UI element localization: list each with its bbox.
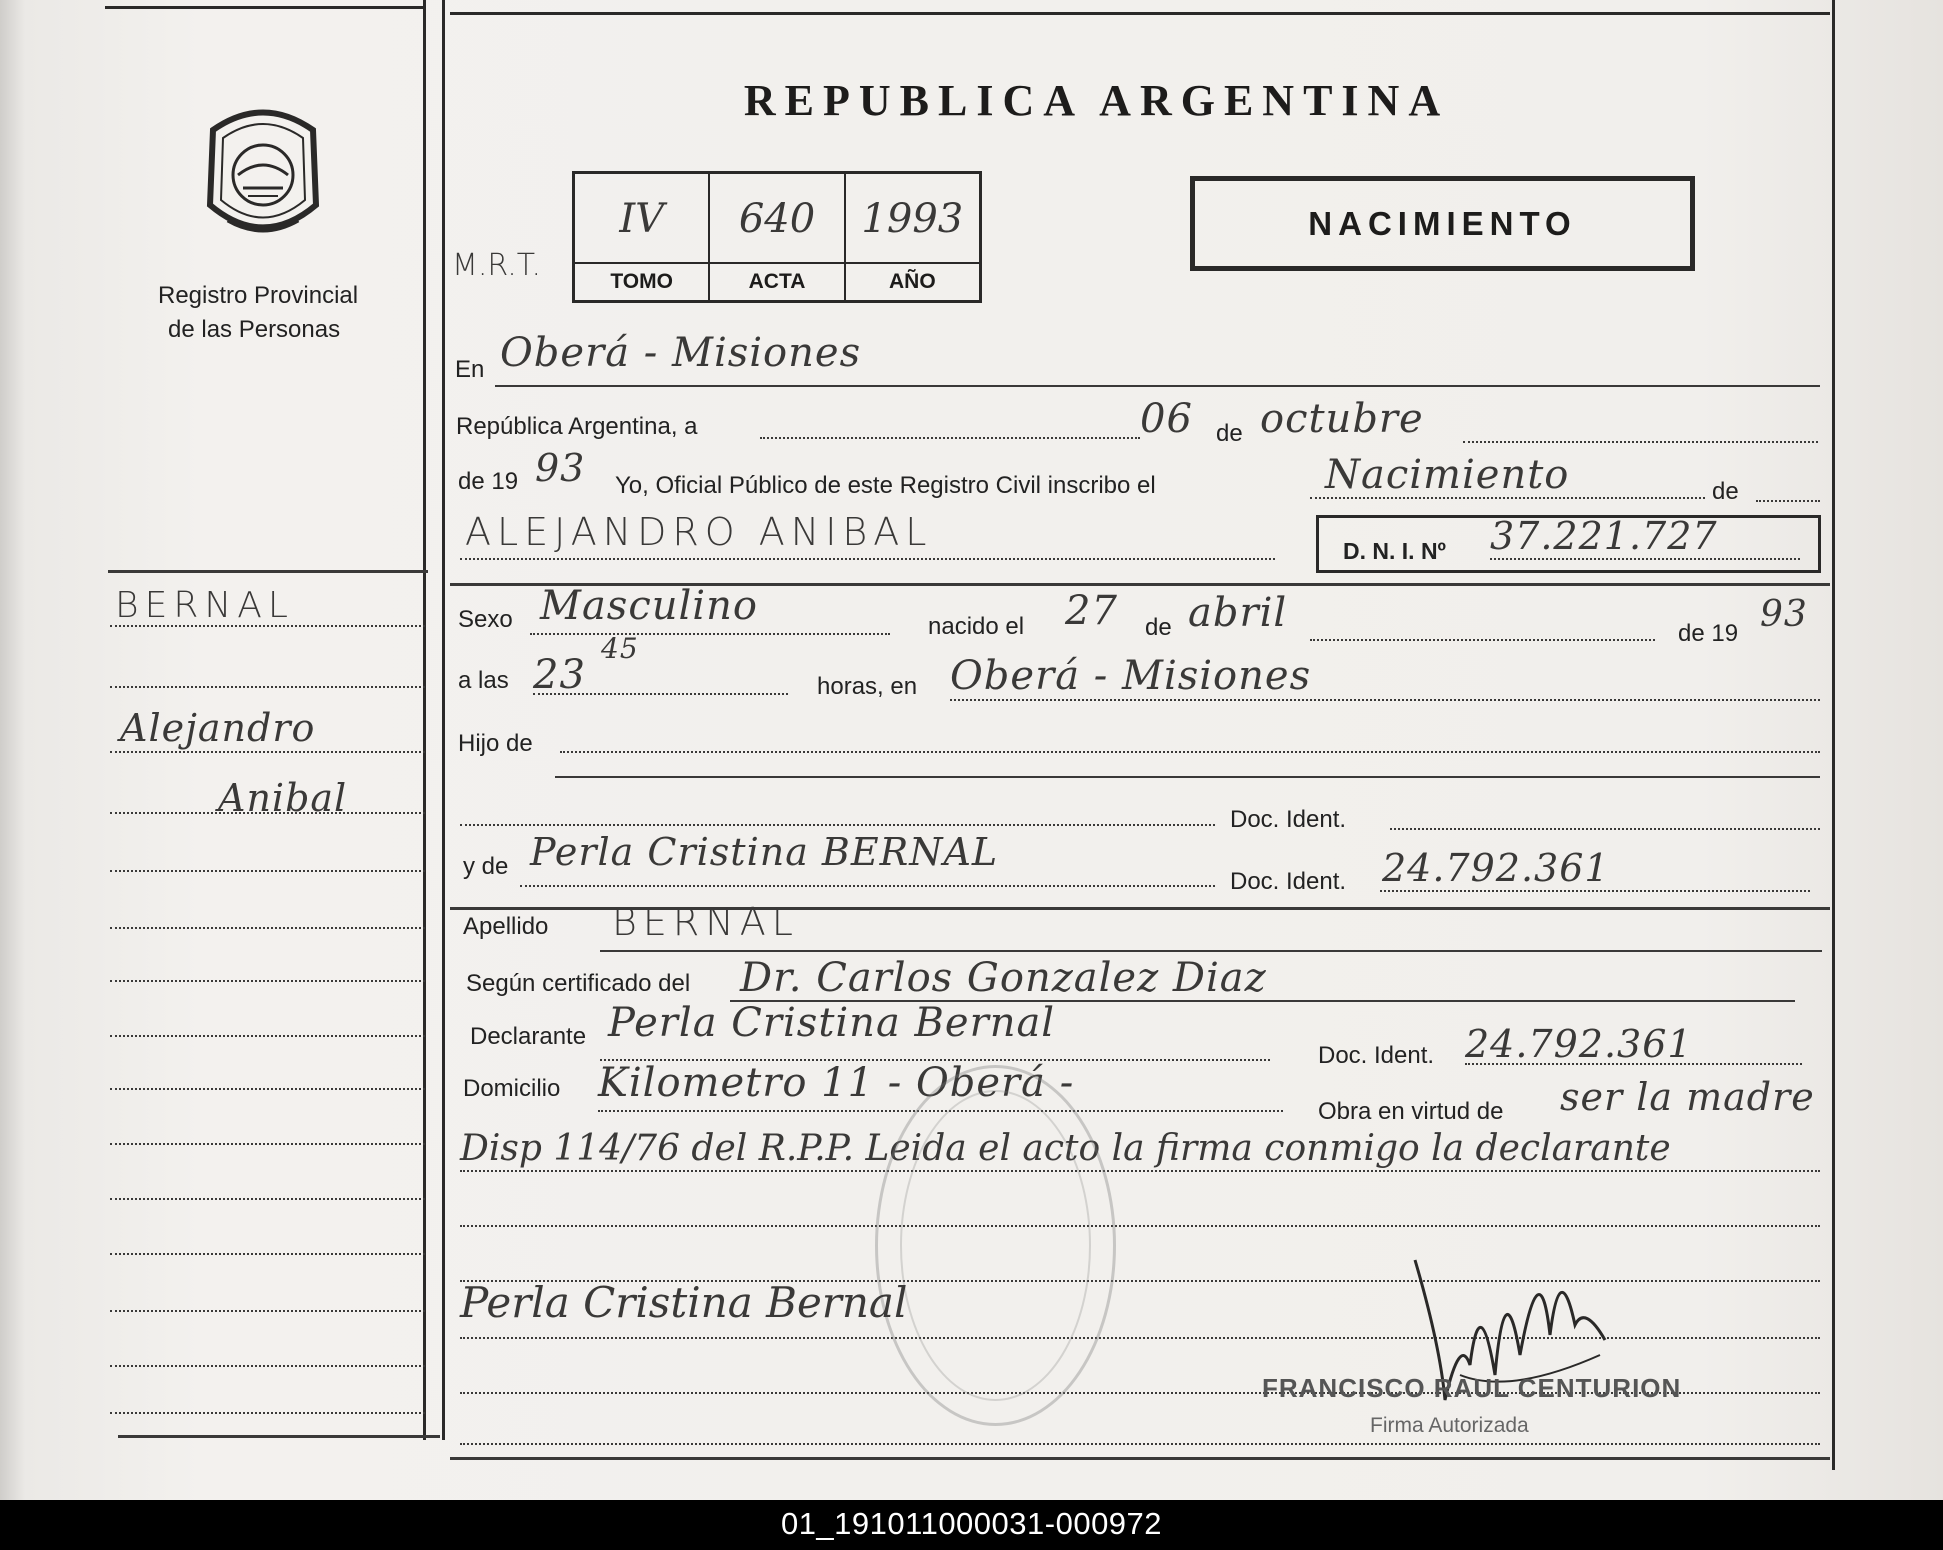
tomo-cell	[575, 174, 710, 300]
sidebar-given-name-2: Anibal	[218, 776, 348, 820]
mrt-label: M.R.T.	[452, 248, 542, 283]
father-doc-label: Doc. Ident.	[1230, 806, 1347, 833]
bottom-rule-right	[450, 1457, 1830, 1460]
birth-year-prefix: de 19	[1678, 620, 1739, 647]
sexo-value: Masculino	[540, 583, 758, 629]
nacido-label: nacido el	[928, 613, 1025, 640]
day-value: 06	[1140, 396, 1193, 442]
birth-month-dots	[1310, 639, 1655, 641]
mother-doc-label: Doc. Ident.	[1230, 868, 1347, 895]
alas-label: a las	[458, 667, 509, 694]
sidebar-dots-1	[110, 625, 425, 627]
mother-doc-dots	[1380, 890, 1810, 892]
note-dots-1	[460, 1170, 1820, 1172]
oficial-label: Yo, Oficial Público de este Registro Civil inscribo el	[615, 472, 1156, 499]
year-suffix-value: 93	[535, 446, 586, 490]
dni-label: D. N. I. Nº	[1343, 538, 1446, 564]
acta-cell	[710, 174, 845, 300]
dni-dots	[1490, 558, 1800, 560]
segun-label: Según certificado del	[466, 970, 691, 997]
ano-label: AÑO	[846, 262, 979, 300]
sidebar-rule-top	[108, 570, 428, 573]
hijo-line-2	[555, 776, 1820, 778]
apellido-label: Apellido	[463, 913, 549, 940]
official-stamp-inner	[900, 1090, 1091, 1401]
sidebar-dots-12	[110, 1253, 425, 1255]
apellido-value: BERNAL	[612, 900, 799, 944]
acta-label: ACTA	[710, 262, 843, 300]
full-name-value: ALEJANDRO ANIBAL	[465, 510, 933, 554]
declarante-doc-value: 24.792.361	[1465, 1022, 1693, 1066]
tomo-value: IV	[619, 196, 664, 242]
act-type-dots	[1310, 497, 1705, 499]
right-frame-line	[1832, 0, 1835, 1470]
republica-dots	[760, 437, 1140, 439]
birth-place-value: Oberá - Misiones	[950, 653, 1312, 699]
full-name-dots	[460, 558, 1275, 560]
birth-day-value: 27	[1065, 588, 1118, 634]
footer-bar	[0, 1500, 1943, 1550]
yde-label: y de	[463, 853, 509, 880]
declarante-value: Perla Cristina Bernal	[608, 1000, 1056, 1046]
sidebar-dots-4	[110, 812, 425, 814]
sidebar-surname: BERNAL	[115, 585, 294, 626]
country-title: REPUBLICA ARGENTINA	[743, 76, 1450, 125]
de-right-dots	[1756, 500, 1820, 502]
en-label: En	[455, 356, 485, 383]
obra-value: ser la madre	[1560, 1075, 1815, 1119]
sidebar-dots-2	[110, 686, 425, 688]
sexo-label: Sexo	[458, 606, 513, 633]
hijo-label: Hijo de	[458, 730, 533, 757]
sidebar-dots-14	[110, 1365, 425, 1367]
certificate-value: Dr. Carlos Gonzalez Diaz	[740, 955, 1267, 1001]
horas-label: horas, en	[817, 673, 918, 700]
mother-value: Perla Cristina BERNAL	[530, 830, 999, 874]
apellido-line	[600, 950, 1822, 952]
sidebar-dots-10	[110, 1143, 425, 1145]
sidebar-dots-3	[110, 751, 425, 753]
place-line	[495, 385, 1820, 387]
declarante-signature: Perla Cristina Bernal	[460, 1278, 908, 1327]
mother-doc-value: 24.792.361	[1382, 846, 1610, 890]
sidebar-dots-8	[110, 1035, 425, 1037]
hour-value: 23	[533, 652, 586, 698]
declarante-doc-dots	[1465, 1063, 1802, 1065]
tomo-label: TOMO	[575, 262, 708, 300]
registry-line-2: de las Personas	[168, 316, 341, 343]
top-rule-right	[450, 12, 1830, 15]
sidebar-dots-15	[110, 1412, 425, 1414]
father-doc-dots	[1390, 828, 1820, 830]
top-rule-left	[105, 6, 425, 9]
sidebar-given-name-1: Alejandro	[120, 706, 316, 750]
republica-label: República Argentina, a	[456, 413, 698, 440]
registry-line-1: Registro Provincial	[158, 282, 359, 309]
sidebar-dots-13	[110, 1310, 425, 1312]
birth-year-suffix: 93	[1760, 594, 1808, 635]
hour-dots	[533, 693, 788, 695]
dni-value: 37.221.727	[1490, 514, 1718, 558]
father-dots	[460, 824, 1215, 826]
sexo-dots	[530, 633, 890, 635]
domicilio-value: Kilometro 11 - Oberá -	[598, 1060, 1075, 1106]
de-label: de	[1216, 420, 1243, 447]
month-value: octubre	[1260, 396, 1424, 442]
officer-role: Firma Autorizada	[1370, 1414, 1529, 1437]
sidebar-dots-7	[110, 980, 425, 982]
record-type-box: NACIMIENTO	[1190, 176, 1695, 271]
declarante-label: Declarante	[470, 1023, 587, 1050]
place-value: Oberá - Misiones	[500, 330, 862, 376]
birth-month-value: abril	[1188, 590, 1288, 636]
sidebar-dots-11	[110, 1198, 425, 1200]
de-label-2: de	[1145, 614, 1172, 641]
minutes-value: 45	[601, 632, 639, 665]
image-id-label: 01_191011000031-000972	[780, 1506, 1163, 1541]
record-table	[572, 171, 982, 303]
domicilio-label: Domicilio	[463, 1075, 561, 1102]
mother-dots	[520, 885, 1215, 887]
bottom-rule-left	[118, 1435, 440, 1438]
note-value: Disp 114/76 del R.P.P. Leida el acto la firma conmigo la declarante	[460, 1128, 1671, 1169]
note-dots-6	[460, 1443, 1820, 1445]
month-dots	[1463, 441, 1818, 443]
ano-cell	[846, 174, 979, 300]
declarante-doc-label: Doc. Ident.	[1318, 1042, 1435, 1069]
sidebar-divider-left	[423, 0, 426, 1440]
hijo-dots	[560, 751, 1820, 753]
year-prefix-label: de 19	[458, 468, 519, 495]
sidebar-dots-5	[110, 870, 425, 872]
obra-label: Obra en virtud de	[1318, 1098, 1504, 1125]
acta-value: 640	[738, 196, 816, 242]
ano-value: 1993	[861, 196, 964, 242]
sidebar-dots-6	[110, 927, 425, 929]
official-stamp	[875, 1065, 1116, 1426]
sidebar-divider-right	[442, 0, 445, 1440]
officer-name: FRANCISCO RAUL CENTURION	[1262, 1373, 1682, 1403]
birth-place-dots	[950, 699, 1820, 701]
de-right-label: de	[1712, 478, 1739, 505]
act-type-value: Nacimiento	[1325, 452, 1570, 498]
sidebar-dots-9	[110, 1088, 425, 1090]
